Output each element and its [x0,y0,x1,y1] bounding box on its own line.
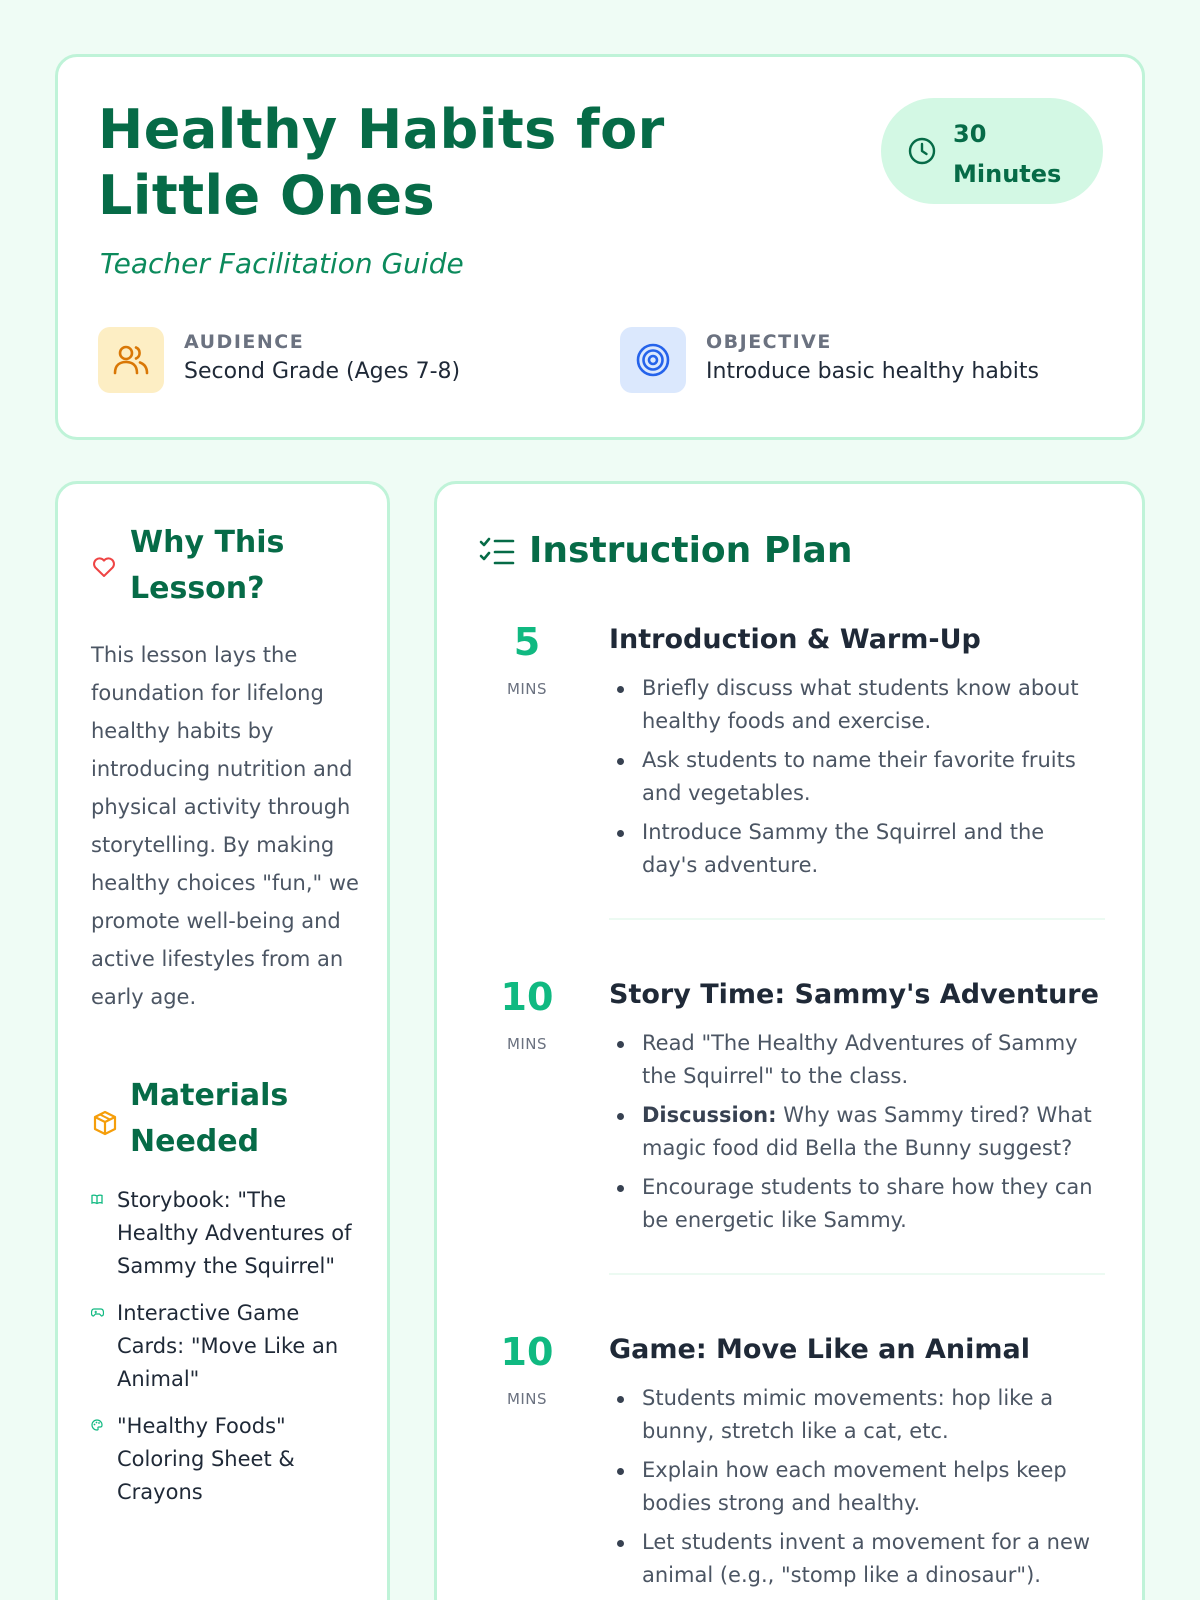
why-heading: Why This Lesson? [130,525,285,606]
material-item: Interactive Game Cards: "Move Like an Animal" [91,1297,371,1396]
step-bullet: Discussion: Why was Sammy tired? What magic food did Bella the Bunny suggest? [609,1099,1099,1165]
list-checks-icon [479,536,515,568]
target-icon [635,342,671,378]
material-item: "Healthy Foods" Coloring Sheet & Crayons [91,1410,371,1509]
step-minutes: 5 [513,620,541,664]
step-bullet: Let students invent a movement for a new animal (e.g., "stomp like a dinosaur"). [609,1526,1099,1592]
gamepad-icon [91,1306,104,1318]
step-divider [609,918,1105,920]
duration-badge [881,98,1103,204]
step-bullets [609,672,1099,888]
heart-icon [92,556,116,578]
step-bullet: Read "The Healthy Adventures of Sammy the Squirrel" to the class. [609,1027,1099,1093]
step-minutes: 10 [500,975,554,1019]
box-icon [92,1110,118,1136]
audience-label: AUDIENCE [184,331,305,353]
duration-text: 30 Minutes [953,120,1062,188]
step-title: Story Time: Sammy's Adventure [609,979,1099,1010]
material-item: Storybook: "The Healthy Adventures of Sammy the Squirrel" [91,1184,371,1283]
step-minutes: 10 [500,1330,554,1374]
step-divider [609,1273,1105,1275]
bullet-emphasis: Discussion: [642,1103,777,1127]
users-icon [113,342,149,378]
audience-value: Second Grade (Ages 7-8) [184,359,461,384]
step-bullet: Briefly discuss what students know about healthy foods and exercise. [609,672,1099,738]
step-unit: MINS [506,1390,548,1408]
step-bullet: Students mimic movements: hop like a bunny, stretch like a cat, etc. [609,1382,1099,1448]
step-bullet: Ask students to name their favorite fruits and vegetables. [609,744,1099,810]
plan-heading: Instruction Plan [529,530,853,571]
sidebar-card [55,481,390,1600]
step-unit: MINS [506,1035,548,1053]
step-title: Game: Move Like an Animal [609,1334,1030,1365]
step-bullet: Encourage students to share how they can be energetic like Sammy. [609,1171,1099,1237]
materials-heading: Materials Needed [130,1078,289,1159]
materials-list [91,1184,371,1523]
objective-value: Introduce basic healthy habits [706,359,1039,384]
palette-icon [91,1419,103,1431]
objective-label: OBJECTIVE [706,331,832,353]
page-title: Healthy Habits for Little Ones [98,98,665,227]
instruction-plan-card [434,481,1145,1600]
step-bullet: Introduce Sammy the Squirrel and the day's adventure. [609,816,1099,882]
step-bullets [609,1382,1099,1598]
step-bullets [609,1027,1099,1243]
step-bullet: Explain how each movement helps keep bodies strong and healthy. [609,1454,1099,1520]
step-unit: MINS [506,680,548,698]
page-subtitle: Teacher Facilitation Guide [100,247,464,280]
step-title: Introduction & Warm-Up [609,624,981,655]
book-icon [91,1193,103,1205]
header-card [55,54,1145,440]
clock-icon [907,136,937,166]
why-text: This lesson lays the foundation for lifelong healthy habits by introducing nutrition and physical activity through storytelling. By making healthy choices "fun," we promote well-being and active lifestyles from an early age. [91,643,359,1009]
